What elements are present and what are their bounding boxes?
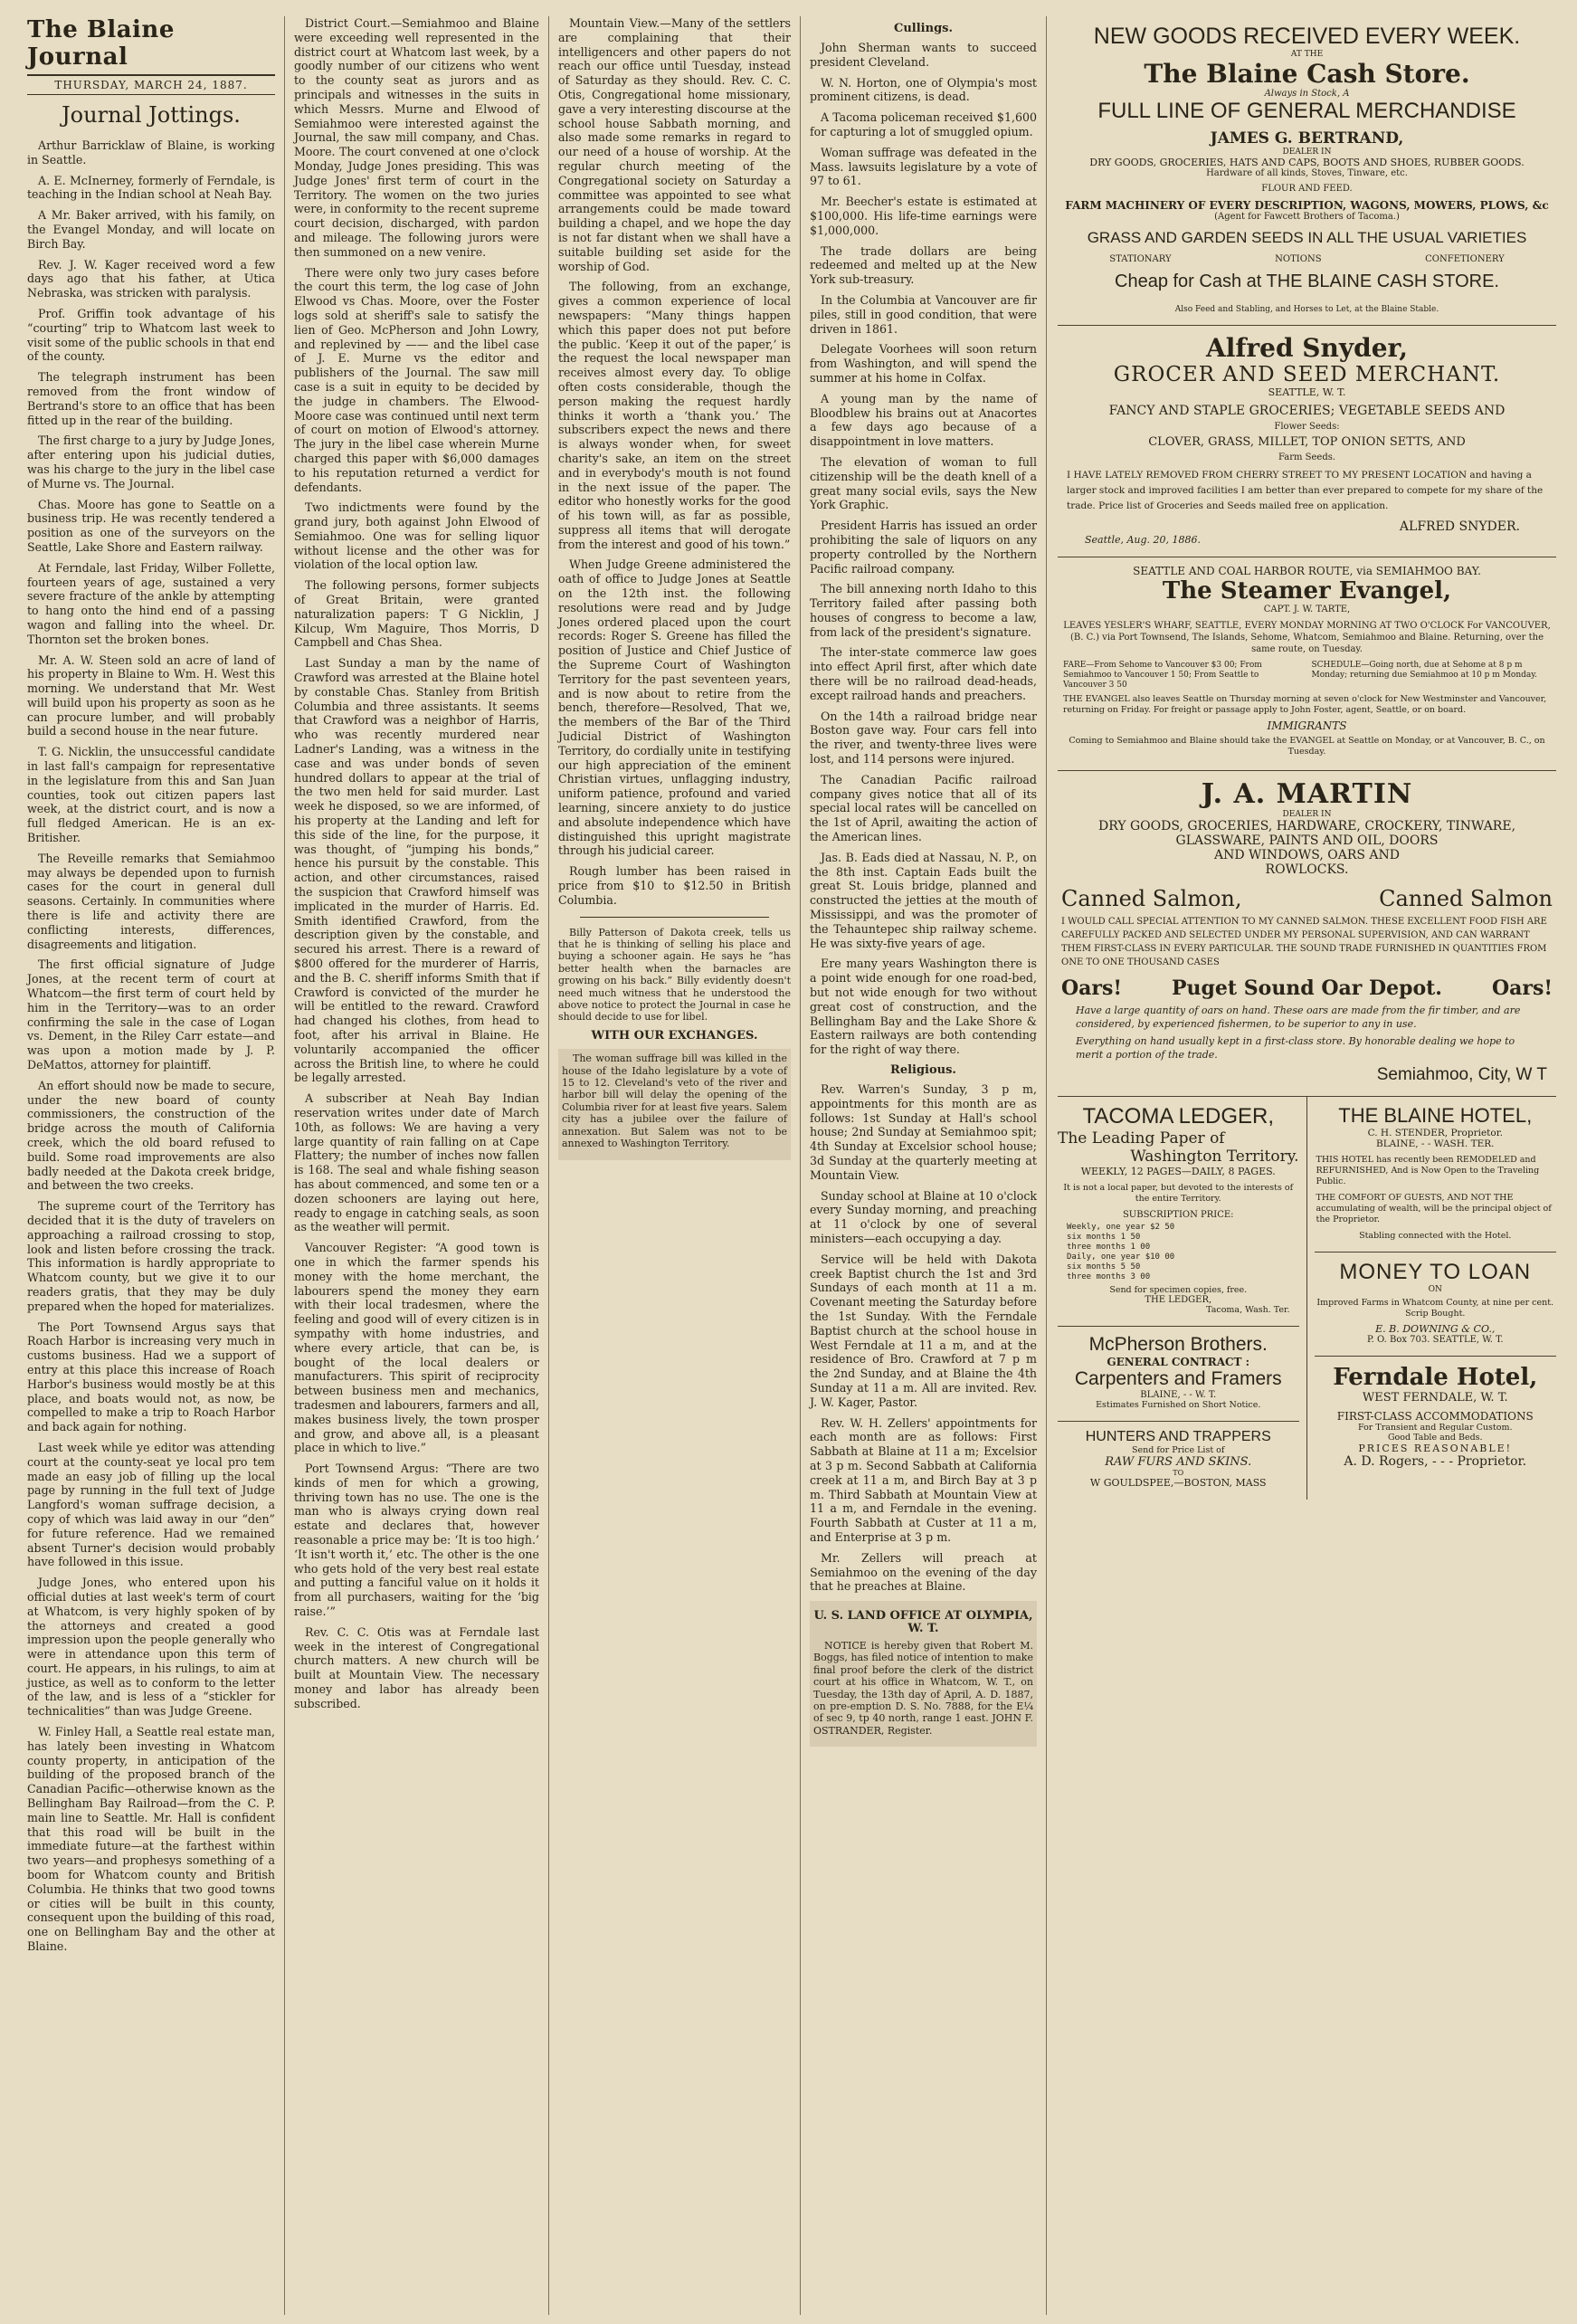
article-paragraph: Rev. C. C. Otis was at Ferndale last week in the interest of Congregational church matters. A new church will be built at Mountain View. The necessary money and labor has already been subscribed. xyxy=(294,1624,539,1710)
ad-name: McPherson Brothers. xyxy=(1088,1334,1268,1355)
ad-stable: Also Feed and Stabling, and Horses to Let, at the Blaine Stable. xyxy=(1174,305,1439,314)
masthead-date: THURSDAY, MARCH 24, 1887. xyxy=(27,76,275,95)
article-paragraph: Vancouver Register: “A good town is one in which the farmer spends his money with the home merchant, the labourers spend the money they earn with their local tradesmen, where the feeling and good will of every citizen is in sympathy with home industries, and where every article, that can be, is bought of the local dealers or manufacturers. This spirit of reciprocity between business men and mechanics, tradesmen and labourers, farmers and all, makes business lively, the town prosper and grow, and above all, is a pleasant place in which to live.” xyxy=(294,1241,539,1455)
column-4 xyxy=(801,16,1047,2315)
ad-head: HUNTERS AND TRAPPERS xyxy=(1085,1429,1271,1444)
ad-who: W GOULDSPEE,—BOSTON, MASS xyxy=(1089,1477,1267,1489)
culling-item: Woman suffrage was defeated in the Mass. lawsuits legislature by a vote of 97 to 61. xyxy=(810,145,1037,188)
exchanges-heading: WITH OUR EXCHANGES. xyxy=(591,1028,758,1043)
ad-fare: FARE—From Sehome to Vancouver $3 00; From Semiahmoo to Vancouver 1 50; From Seattle to Vancouver 3 50 xyxy=(1063,661,1262,690)
land-notice-text: NOTICE is hereby given that Robert M. Boggs, has filed notice of intention to make final proof before the clerk of the district court at his office in Whatcom, W. T., on Tuesday, the 13th day of April, A. D. 1887, on pre-emption D. S. No. 7888, for the E¼ of sec 9, tp 40 north, range 1 east. JOHN F. OSTRANDER, Register. xyxy=(813,1639,1033,1737)
jotting-paragraph: Mr. A. W. Steen sold an acre of land of his property in Blaine to Wm. H. West this morning. We understand that Mr. West will build upon his property as soon as he can procure lumber, and will probably build a second house in the near future. xyxy=(27,652,275,738)
ad-farm-seeds: Farm Seeds. xyxy=(1278,452,1336,462)
ad-price-row: three months 3 00 xyxy=(1067,1272,1151,1281)
clipping-scrap xyxy=(558,1049,791,1159)
ad-dry-goods: DRY GOODS, GROCERIES, HATS AND CAPS, BOOTS AND SHOES, RUBBER GOODS. xyxy=(1089,157,1525,168)
ad-price-row: Daily, one year $10 00 xyxy=(1067,1252,1175,1262)
ad-at-the: AT THE xyxy=(1290,50,1324,59)
ad-clover: CLOVER, GRASS, MILLET, TOP ONION SETTS, AND xyxy=(1148,435,1466,449)
culling-item: Mr. Beecher's estate is estimated at $100,000. His life-time earnings were $1,000,000. xyxy=(810,195,1037,237)
jotting-paragraph: A Mr. Baker arrived, with his family, on the Evangel Monday, and will locate on Birch Bay. xyxy=(27,208,275,251)
ad-line: DRY GOODS, GROCERIES, HARDWARE, CROCKERY, TINWARE, xyxy=(1097,819,1516,833)
article-paragraph: There were only two jury cases before the court this term, the log case of John Elwood vs Chas. Moore, over the Foster logs sold at sheriff's sale to satisfy the lien of Geo. McPherson and John Lowry, and replevined by —— and the libel case of J. E. Murne vs the editor and publishers of the Journal. The saw mill case is a suit in equity to be decided by the judge in chambers. The Elwood-Moore case was continued until next term of court on motion of Elwood's attorney. The jury in the libel case wherein Murne charged this paper with $6,000 damages to his reputation returned a verdict for defendants. xyxy=(294,265,539,494)
ad-oars-row xyxy=(1061,976,1553,1000)
ad-tacoma: Tacoma, Wash. Ter. xyxy=(1206,1305,1290,1315)
article-paragraph: The following persons, former subjects of Great Britain, were granted naturalization papers: T G Nicklin, J Kilcup, Wm Maguire, Thos Morris, D Campbell and Chas Shea. xyxy=(294,578,539,650)
culling-item: John Sherman wants to succeed president Cleveland. xyxy=(810,41,1037,69)
ad-category: CONFETIONERY xyxy=(1425,254,1505,264)
ad-first: FIRST-CLASS ACCOMMODATIONS xyxy=(1336,1410,1534,1423)
culling-item: The bill annexing north Idaho to this Territory failed after passing both houses of congress to become a law, from lack of the president's signature. xyxy=(810,582,1037,639)
article-paragraph: Mountain View.—Many of the settlers are complaining that their intelligencers and other papers do not reach our office until Tuesday, instead of Saturday as they should. Rev. C. C. Otis, Congregational home missionary, gave a very interesting discourse at the school house Sabbath morning, and also made some remarks in regard to our need of a house of worship. At the regular church meeting of the Congregational society on Saturday a committee was appointed to see what arrangements could be made toward building a chapel, and we hope the day is not far distant when we shall have a suitable building set aside for the worship of God. xyxy=(558,16,791,273)
ad-proprietor: A. D. Rogers, - - - Proprietor. xyxy=(1344,1454,1527,1469)
ad-flour: FLOUR AND FEED. xyxy=(1261,184,1353,194)
ad-name: J. A. MARTIN xyxy=(1201,778,1413,810)
ad-immigrants-text: Coming to Semiahmoo and Blaine should take the EVANGEL at Seattle on Monday, or at Vancouver, B. C., on Tuesday. xyxy=(1069,736,1545,757)
exchanges-text: The woman suffrage bill was killed in the house of the Idaho legislature by a vote of 15 to 12. Cleveland's veto of the river and harbor bill will delay the opening of the Columbia river for at least five years. Salem city has a jubilee over the failure of annexation. But Salem was not to be annexed to Washington Territory. xyxy=(562,1052,787,1150)
religious-item: Mr. Zellers will preach at Semiahmoo on the evening of the day that he preaches at Blaine. xyxy=(810,1550,1037,1594)
religious-item: Rev. Warren's Sunday, 3 p m, appointments for this month are as follows: 1st Sunday at Hall's school house; 2nd Sunday at Semiahmoo spit; 4th Sunday at Excelsior school house; 3d Sunday at the quarterly meeting at Mountain View. xyxy=(810,1082,1037,1182)
ad-body: I HAVE LATELY REMOVED FROM CHERRY STREET TO MY PRESENT LOCATION and having a larger stock and improved facilities I am better than ever prepared to compete for my share of the trade. Price list of Groceries and Seeds mailed free on application. xyxy=(1067,470,1544,511)
jotting-paragraph: Prof. Griffin took advantage of his “courting” trip to Whatcom last week to visit some of the public schools in that end of the county. xyxy=(27,306,275,364)
ad-line: AND WINDOWS, OARS AND xyxy=(1213,848,1401,862)
culling-item: A Tacoma policeman received $1,600 for capturing a lot of smuggled opium. xyxy=(810,110,1037,138)
culling-item: In the Columbia at Vancouver are fir piles, still in good condition, that were driven in 1861. xyxy=(810,292,1037,336)
land-notice xyxy=(810,1601,1037,1747)
ad-date: Seattle, Aug. 20, 1886. xyxy=(1085,534,1202,546)
ad-proprietor: C. H. STENDER, Proprietor. xyxy=(1367,1128,1503,1138)
section-heading-jottings: Journal Jottings. xyxy=(62,102,241,128)
ad-line: ROWLOCKS. xyxy=(1265,862,1349,877)
jotting-paragraph: At Ferndale, last Friday, Wilber Follette, fourteen years of age, sustained a very severe fracture of the ankle by attempting to hang onto the hind end of a passing wagon and falling into the wheel. Dr. Thornton set the broken bones. xyxy=(27,560,275,646)
jotting-paragraph: T. G. Nicklin, the unsuccessful candidate in last fall's campaign for representative in the legislature from this and San Juan counties, took out citizen papers last week, at the district court, and is now a full fledged American. He is an ex-Britisher. xyxy=(27,745,275,845)
ad-salmon-left: Canned Salmon, xyxy=(1061,886,1242,911)
divider xyxy=(580,917,769,918)
ad-categories xyxy=(1058,254,1556,264)
ad-agent: (Agent for Fawcett Brothers of Tacoma.) xyxy=(1214,212,1400,222)
culling-item: The trade dollars are being redeemed and melted up at the New York sub-treasury. xyxy=(810,243,1037,287)
jotting-paragraph: W. Finley Hall, a Seattle real estate man, has lately been investing in Whatcom county property, in anticipation of the building of the proposed branch of the Canadian Pacific—otherwise known as the Bellingham Bay Railroad—from the C. P. main line to Seattle. Mr. Hall is confident that this road will be built in the immediate future—at the farthest within two years—and prophesys something of a boom for Whatcom county and British Columbia. He thinks that two good towns or cities will be built in this county, consequent upon the building of this road, one on Bellingham Bay and the other at Blaine. xyxy=(27,1725,275,1954)
ad-everything: Everything on hand usually kept in a first-class store. By honorable dealing we hope to merit a portion of the trade. xyxy=(1076,1035,1515,1061)
ad-trade: GROCER AND SEED MERCHANT. xyxy=(1113,363,1501,386)
jotting-paragraph: The Reveille remarks that Semiahmoo may always be depended upon to furnish cases for the court in general dull seasons. Certainly. In communities where there is life and activity there are conflicting interests, differences, disagreements and litigation. xyxy=(27,851,275,951)
ads-bottom-row xyxy=(1058,1097,1556,1500)
ad-general: GENERAL CONTRACT : xyxy=(1107,1356,1250,1368)
ad-seeds: GRASS AND GARDEN SEEDS IN ALL THE USUAL VARIETIES xyxy=(1087,229,1527,246)
ad-city: SEATTLE, W. T. xyxy=(1268,386,1346,398)
ads-bottom-right xyxy=(1307,1097,1557,1500)
culling-item: The elevation of woman to full citizenship will be the death knell of a great many social evils, says the New York Graphic. xyxy=(810,454,1037,512)
jotting-paragraph: The telegraph instrument has been removed from the front window of Bertrand's store to an office that has been fitted up in the rear of the building. xyxy=(27,370,275,427)
column-ads xyxy=(1047,16,1565,2315)
ad-ja-martin xyxy=(1058,771,1556,1097)
ad-captain: CAPT. J. W. TARTE, xyxy=(1263,605,1351,614)
article-paragraph: A subscriber at Neah Bay Indian reservation writes under date of March 10th, as follows: We are having a very large quantity of rain falling on at Cape Flattery; the number of inches now fallen is 168. The seal and whale fishing season has about commenced, and some ten or a dozen schooners are laying out here, ready to engage in catching seals, as soon as the weather will permit. xyxy=(294,1091,539,1234)
ad-fare-schedule xyxy=(1063,661,1551,691)
ad-immigrants: IMMIGRANTS xyxy=(1267,719,1347,732)
religious-item: Rev. W. H. Zellers' appointments for each month are as follows: First Sabbath at Blaine at 11 a m; Excelsior at 3 p m. Second Sabbath at California creek at 11 a m, and Birch Bay at 3 p m. Third Sabbath at Mountain View at 11 a m, and Ferndale in the evening. Fourth Sabbath at Custer at 11 a m, and Enterprise at 3 p m. xyxy=(810,1415,1037,1544)
column-2 xyxy=(285,16,549,2315)
culling-item: On the 14th a railroad bridge near Boston gave way. Four cars fell into the river, and twenty-three lives were lost, and 114 persons were injured. xyxy=(810,709,1037,767)
masthead-title: The Blaine Journal xyxy=(27,16,275,76)
jotting-paragraph: An effort should now be made to secure, under the new board of county commissioners, the construction of the bridge across the mouth of California creek, which the old board refused to build. Some road improvements are also badly needed at the Dakota creek bridge, and between the two creeks. xyxy=(27,1078,275,1193)
column-container xyxy=(18,16,1566,2315)
ad-line: GLASSWARE, PAINTS AND OIL, DOORS xyxy=(1175,833,1439,848)
ad-alfred-snyder xyxy=(1058,326,1556,557)
culling-item: Ere many years Washington there is a point wide enough for one road-bed, but not wide enough for two without great cost of construction, and the Bellingham Bay and the Lake Shore & Eastern railways are both contending for the right of way there. xyxy=(810,957,1037,1057)
article-paragraph: Two indictments were found by the grand jury, both against John Elwood of Semiahmoo. One was for selling liquor without license and the other was for violation of the local option law. xyxy=(294,500,539,572)
article-paragraph: Rough lumber has been raised in price from $10 to $12.50 in British Columbia. xyxy=(558,864,791,907)
jotting-paragraph: A. E. McInerney, formerly of Ferndale, is teaching in the Indian school at Neah Bay. xyxy=(27,173,275,202)
article-paragraph: Port Townsend Argus: “There are two kinds of men for which a growing, thriving town has no use. The one is the man who is always crying down real estate and declares that, however reasonable a price may be: ‘It is too high.’ ‘It isn't worth it,’ etc. The other is the one who gets hold of the very best real estate and putting a fanciful value on it holds it from all purchasers, waiting for the ‘big raise.’” xyxy=(294,1462,539,1619)
ad-name: Alfred Snyder, xyxy=(1205,333,1408,363)
ad-owner: JAMES G. BERTRAND, xyxy=(1210,129,1404,148)
ad-ferndale-hotel xyxy=(1315,1357,1557,1480)
ads-bottom-left xyxy=(1058,1097,1307,1500)
ad-tacoma-ledger xyxy=(1058,1097,1299,1327)
ad-oars-right: Oars! xyxy=(1491,976,1553,1000)
culling-item: Delegate Voorhees will soon return from Washington, and will spend the summer at his home in Colfax. xyxy=(810,342,1037,385)
ad-price-list xyxy=(1067,1223,1290,1282)
ad-address: P. O. Box 703. SEATTLE, W. T. xyxy=(1366,1335,1504,1345)
ad-category: STATIONARY xyxy=(1109,254,1172,264)
jotting-paragraph: Judge Jones, who entered upon his official duties at last week's term of court at Whatcom, is very highly spoken of by the attorneys and created a good impression upon the people generally who were in attendance upon this term of court. He appears, in his rulings, to aim at justice, as well as to conform to the letter of the law, and is less of a “stickler for technicalities” than was Judge Greene. xyxy=(27,1576,275,1719)
ad-freq: WEEKLY, 12 PAGES—DAILY, 8 PAGES. xyxy=(1080,1166,1276,1177)
religious-heading: Religious. xyxy=(890,1063,956,1077)
ad-oar-depot: Puget Sound Oar Depot. xyxy=(1172,976,1442,1000)
ad-to: TO xyxy=(1173,1469,1184,1477)
ad-money-to-loan xyxy=(1315,1252,1557,1357)
column-1 xyxy=(18,16,285,2315)
ad-hunters-trappers xyxy=(1058,1422,1299,1500)
ad-name: THE BLAINE HOTEL, xyxy=(1338,1104,1533,1127)
jotting-paragraph: The first charge to a jury by Judge Jones, after entering upon his judicial duties, was his charge to the jury in the libel case of Murne vs. The Journal. xyxy=(27,433,276,491)
ad-price-head: SUBSCRIPTION PRICE: xyxy=(1122,1210,1234,1220)
ad-text: THIS HOTEL has recently been REMODELED and REFURNISHED, And is Now Open to the Traveling Public. xyxy=(1316,1155,1540,1186)
ad-place: BLAINE, - - WASH. TER. xyxy=(1375,1138,1495,1149)
ad-schedule: SCHEDULE—Going north, due at Sehome at 8 p m Monday; returning due Semiahmoo at 10 p m Monday. xyxy=(1311,661,1537,680)
column-3 xyxy=(549,16,801,2315)
article-paragraph: The following, from an exchange, gives a common experience of local newspapers: “Many things happen which this paper does not put before the public. ‘Keep it out of the paper,’ is the request the local newspaper man receives almost every day. To oblige often costs considerable, though the person making the request hardly thinks it worth a ‘thank you.’ The subscribers expect the news and there is always wonder when, for sweet charity's sake, an item on the street and in everybody's mouth is not found in the next issue of the paper. The editor who honestly works for the good of his town will, as far as possible, suppress all items that will derogate from the interest and good of his town.” xyxy=(558,280,791,551)
jotting-paragraph: Arthur Barricklaw of Blaine, is working in Seattle. xyxy=(27,138,275,167)
ad-fancy: FANCY AND STAPLE GROCERIES; VEGETABLE SEEDS AND xyxy=(1108,404,1506,418)
ad-sign: ALFRED SNYDER. xyxy=(1399,519,1520,534)
ad-place: Semiahmoo, City, W T xyxy=(1376,1065,1547,1084)
ad-oars-text: Have a large quantity of oars on hand. These oars are made from the fir timber, and are considered, by experienced fishermen, to be superior to any in use. xyxy=(1076,1005,1521,1030)
ad-firm: E. B. DOWNING & CO., xyxy=(1375,1323,1496,1335)
ad-stabling: Stabling connected with the Hotel. xyxy=(1359,1231,1512,1241)
small-notice: Billy Patterson of Dakota creek, tells us that he is thinking of selling his place and buying a schooner again. He says he “has better health when the barnacles are growing on his back.” Billy evidently doesn't need much witness that he understood the above notice to protect the Journal in case he should decide to use for libel. xyxy=(558,926,791,1024)
jotting-paragraph: Rev. J. W. Kager received word a few days ago that his father, at Utica Nebraska, was stricken with paralysis. xyxy=(27,257,275,300)
ad-place: BLAINE, - - W. T. xyxy=(1140,1390,1217,1400)
ad-text: THE COMFORT OF GUESTS, AND NOT THE accumulating of wealth, will be the principal object of the Proprietor. xyxy=(1316,1193,1552,1224)
ad-always: Always in Stock, A xyxy=(1264,89,1350,99)
ad-send: Send for specimen copies, free. xyxy=(1109,1285,1248,1295)
ad-banner: NEW GOODS RECEIVED EVERY WEEK. xyxy=(1093,24,1521,49)
culling-item: The inter-state commerce law goes into effect April first, after which date there will be no railroad dead-heads, except railroad hands and preachers. xyxy=(810,645,1037,702)
cullings-heading: Cullings. xyxy=(894,22,953,35)
culling-item: The Canadian Pacific railroad company gives notice that all of its special local rates will be cancelled on the 1st of April, awaiting the action of the American lines. xyxy=(810,772,1037,844)
culling-item: Jas. B. Eads died at Nassau, N. P., on the 8th inst. Captain Eads built the great St. Louis bridge, planned and constructed the jetties at the mouth of Mississippi, and was the promoter of the Tehauntepec ship railway scheme. He was sixty-five years of age. xyxy=(810,850,1037,950)
ad-text: Improved Farms in Whatcom County, at nine per cent. Scrip Bought. xyxy=(1316,1298,1554,1319)
ad-estimates: Estimates Furnished on Short Notice. xyxy=(1096,1400,1261,1410)
ad-name: TACOMA LEDGER, xyxy=(1082,1104,1275,1129)
article-paragraph: District Court.—Semiahmoo and Blaine were exceeding well represented in the district court at Whatcom last week, by a goodly number of our citizens who went to the county seat as jurors and as principals and witnesses in the suits in which Messrs. Murne and Elwood of Semiahmoo were interested against the Journal, the saw mill company, and Chas. Moore. The court convened at one o'clock Monday, Judge Jones presiding. This was Judge Jones' first term of court in the Territory. The women on the two juries were, in conformity to the recent supreme court decision, discharged, with pardon and mileage. The following jurors were then summoned on a new venire. xyxy=(294,16,539,259)
ad-head: MONEY TO LOAN xyxy=(1339,1260,1532,1284)
jotting-paragraph: The first official signature of Judge Jones, at the recent term of court at Whatcom—the first term of court held by him in the Territory—was to an order confirming the sale in the case of Logan vs. Dement, in the Riley Carr estate—and was upon a motion made by J. P. DeMattos, attorney for plaintiff. xyxy=(27,957,275,1072)
ad-send: Send for Price List of xyxy=(1132,1445,1225,1455)
culling-item: A young man by the name of Bloodblew his brains out at Anacortes a few days ago because of a disappointment in love matters. xyxy=(810,391,1037,449)
ad-place: WEST FERNDALE, W. T. xyxy=(1362,1391,1508,1405)
ad-trade: Carpenters and Framers xyxy=(1074,1368,1282,1389)
ad-prices: PRICES REASONABLE! xyxy=(1358,1443,1513,1454)
ad-blaine-hotel xyxy=(1315,1097,1557,1252)
ad-farm: FARM MACHINERY OF EVERY DESCRIPTION, WAGONS, MOWERS, PLOWS, &c xyxy=(1065,199,1549,212)
ad-table: Good Table and Beds. xyxy=(1387,1433,1483,1443)
ad-price-row: three months 1 00 xyxy=(1067,1243,1151,1252)
ad-salmon-right: Canned Salmon xyxy=(1379,886,1553,911)
jotting-paragraph: Last week while ye editor was attending court at the county-seat ye local pro tem made an easy job of filling up the local page by running in the full text of Judge Langford's woman suffrage decision, a copy of which was laid away in our “den” for future reference. Had we remained absent Turner's decision would probably have followed in this issue. xyxy=(27,1440,275,1569)
article-paragraph: When Judge Greene administered the oath of office to Judge Jones at Seattle on the 12th inst. the following resolutions were read and by Judge Jones ordered placed upon the court records: Roger S. Greene has filled the position of Justice and Chief Justice of the Supreme Court of Washington Territory for the past seventeen years, and is now about to retire from the bench, therefore—Resolved, That we, the members of the Bar of the Third Judicial District of Washington Territory, do cordially unite in testifying our high appreciation of the eminent Christian virtues, unflagging industry, uniform patience, profound and varied learning, sincere anxiety to do justice and absolute independence which have distinguished this upright magistrate through his judicial career. xyxy=(558,557,791,858)
ad-flower: Flower Seeds: xyxy=(1274,422,1340,432)
ad-furs: RAW FURS AND SKINS. xyxy=(1105,1455,1252,1469)
ad-oars-left: Oars! xyxy=(1061,976,1123,1000)
ad-name: The Steamer Evangel, xyxy=(1162,577,1452,605)
article-paragraph: Last Sunday a man by the name of Crawford was arrested at the Blaine hotel by constable Chas. Stanley from British Columbia and three assistants. It seems that Crawford was a neighbor of Harris, who was recently murdered near Ladner's Landing, was a witness in the case and was under bonds of seven hundred dollars to appear at the trial of the two men held for said murder. Last week he disposed, so we are informed, of his property at the Landing and left for this side of the line, for the purpose, it was thought, of “jumping his bonds,” hence his pursuit by the constable. This action, and other circumstances, raised the suspicion that Crawford himself was implicated in the murder of Harris. Ed. Smith identified Crawford, from the description given by the constable, and secured his arrest. There is a reward of $800 offered for the murderer of Harris, and the B. C. sheriff informs Smith that if Crawford is convicted of the murder he will be entitled to the reward. Crawford had changed his clothes, from head to foot, after his arrival in Blaine. He voluntarily accompanied the officer across the British line, to where he could be legally arrested. xyxy=(294,656,539,1085)
land-notice-heading: U. S. LAND OFFICE AT OLYMPIA, W. T. xyxy=(813,1609,1033,1635)
ad-price-row: Weekly, one year $2 50 xyxy=(1067,1223,1175,1232)
religious-item: Sunday school at Blaine at 10 o'clock every Sunday morning, and preaching at 11 o'clock by one of several ministers—each occupying a day. xyxy=(810,1188,1037,1245)
ad-blaine-cash-store xyxy=(1058,16,1556,326)
culling-item: President Harris has issued an order prohibiting the sale of liquors on any property controlled by the Northern Pacific railroad company. xyxy=(810,519,1037,576)
ad-price-row: six months 5 50 xyxy=(1067,1262,1141,1272)
ad-dealer: DEALER IN xyxy=(1282,810,1332,819)
ad-full-line: FULL LINE OF GENERAL MERCHANDISE xyxy=(1097,99,1516,123)
ad-store-name: The Blaine Cash Store. xyxy=(1144,59,1470,89)
ad-tagline: Washington Territory. xyxy=(1130,1148,1299,1166)
ad-hardware: Hardware of all kinds, Stoves, Tinware, etc. xyxy=(1206,168,1408,178)
ad-route: SEATTLE AND COAL HARBOR ROUTE, via SEMIAHMOO BAY. xyxy=(1133,565,1481,577)
jotting-paragraph: The supreme court of the Territory has decided that it is the duty of travelers on approaching a railroad crossing to stop, look and listen before crossing the track. This information is hardly appropriate to Whatcom county, but we give it to our readers gratis, that they may be duly prepared when the hoped for materializes. xyxy=(27,1199,275,1313)
jottings-body xyxy=(27,138,275,1954)
ad-leaves: LEAVES YESLER'S WHARF, SEATTLE, EVERY MONDAY MORNING AT TWO O'CLOCK For VANCOUVER, (B. C.) via Port Townsend, The Islands, Sehome, Whatcom, Semiahmoo and Blaine. Returning, over the same route, on Tuesday. xyxy=(1063,621,1551,654)
ad-cheap: Cheap for Cash at THE BLAINE CASH STORE. xyxy=(1115,271,1499,291)
culling-item: W. N. Horton, one of Olympia's most prominent citizens, is dead. xyxy=(810,75,1037,104)
religious-item: Service will be held with Dakota creek Baptist church the 1st and 3rd Sundays of each month at 11 a m. Covenant meeting the Saturday before the 1st Sunday. With the Ferndale Baptist church at the school house in West Ferndale at 11 a m, and at the residence of Bro. Crawford at 7 p m the 2nd Sunday, and at Blaine the 4th Sunday at 11 a m. All are invited. Rev. J. W. Kager, Pastor. xyxy=(810,1252,1037,1409)
ad-tagline: The Leading Paper of xyxy=(1058,1129,1225,1148)
jotting-paragraph: Chas. Moore has gone to Seattle on a business trip. He was recently tendered a position as one of the surveyors on the Seattle, Lake Shore and Eastern railway. xyxy=(27,497,275,554)
jotting-paragraph: The Port Townsend Argus says that Roach Harbor is increasing very much in customs business. Had we a support of entry at this place this increase of Roach Harbor's business would mostly be at this place, and boats would not, as now, be compelled to make a trip to Roach Harbor and back again for nothing. xyxy=(27,1319,275,1434)
ad-name: Ferndale Hotel, xyxy=(1333,1364,1538,1391)
ad-price-row: six months 1 50 xyxy=(1067,1233,1141,1242)
ad-also: THE EVANGEL also leaves Seattle on Thursday morning at seven o'clock for New Westminster and Vancouver, returning on Friday. For freight or passage apply to John Foster, agent, Seattle, or on board. xyxy=(1063,694,1547,715)
ad-salmon-row xyxy=(1061,886,1553,911)
ad-desc: It is not a local paper, but devoted to the interests of the entire Territory. xyxy=(1063,1183,1294,1204)
ad-mcpherson xyxy=(1058,1327,1299,1422)
ad-steamer-evangel xyxy=(1058,557,1556,771)
ad-transient: For Transient and Regular Custom. xyxy=(1358,1423,1513,1433)
ad-dealer-in: DEALER IN xyxy=(1282,148,1332,157)
ad-salmon-text: I WOULD CALL SPECIAL ATTENTION TO MY CANNED SALMON. THESE EXCELLENT FOOD FISH ARE CAREFULLY PACKED AND SELECTED UNDER MY PERSONAL SUPERVISION, AND CAN WARRANT THEM FIRST-CLASS IN EVERY PARTICULAR. THE SOUND TRADE FURNISHED IN QUANTITIES FROM ONE TO ONE THOUSAND CASES xyxy=(1061,917,1547,967)
ad-on: ON xyxy=(1428,1285,1442,1294)
ad-category: NOTIONS xyxy=(1275,254,1322,264)
ad-the-ledger: THE LEDGER, xyxy=(1145,1295,1212,1305)
